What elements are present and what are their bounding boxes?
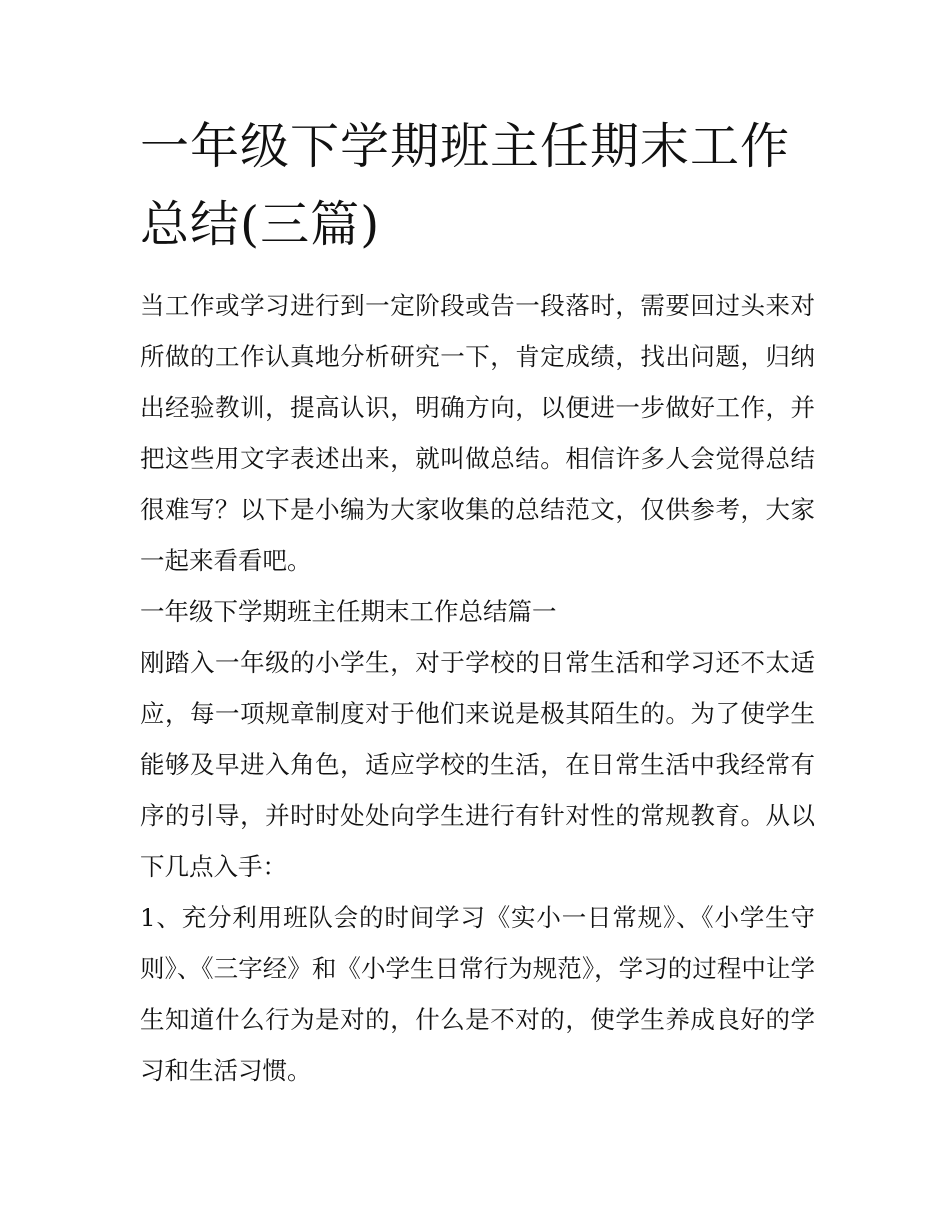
document-title: 一年级下学期班主任期末工作总结(三篇)	[140, 118, 791, 253]
numbered-point: 1、充分利用班队会的时间学习《实小一日常规》、《小学生守则》、《三字经》和《小学生日常行为规范》，学习的过程中让学生知道什么行为是对的，什么是不对的，使学生养成良好的学习和生活习惯。	[140, 903, 815, 1085]
section-heading: 一年级下学期班主任期末工作总结篇一	[140, 597, 557, 626]
intro-paragraph: 当工作或学习进行到一定阶段或告一段落时，需要回过头来对所做的工作认真地分析研究一下，肯定成绩，找出问题，归纳出经验教训，提高认识，明确方向，以便进一步做好工作，并把这些用文字表述出来，就叫做总结。相信许多人会觉得总结很难写？以下是小编为大家收集的总结范文，仅供参考，大家一起来看看吧。	[140, 291, 815, 575]
document-body	[140, 280, 815, 1096]
document-page	[140, 108, 815, 1096]
section-paragraph: 刚踏入一年级的小学生，对于学校的日常生活和学习还不太适应，每一项规章制度对于他们来说是极其陌生的。为了使学生能够及早进入角色，适应学校的生活，在日常生活中我经常有序的引导，并时时处处向学生进行有针对性的常规教育。从以下几点入手：	[140, 648, 815, 881]
